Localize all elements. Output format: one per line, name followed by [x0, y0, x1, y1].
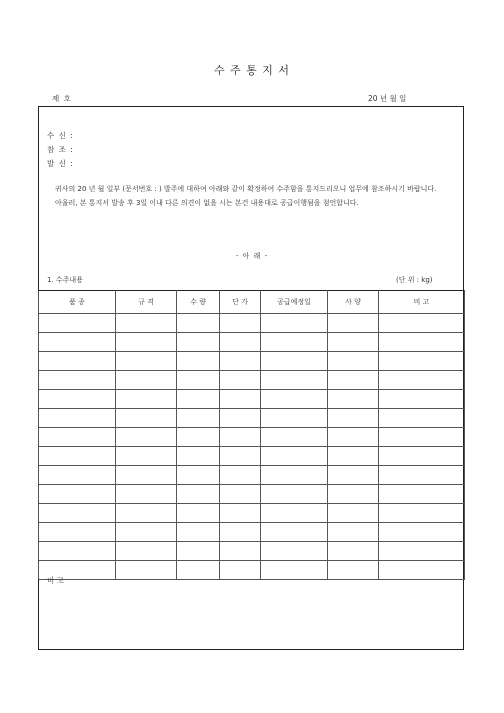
- table-cell[interactable]: [39, 466, 116, 485]
- table-cell[interactable]: [261, 466, 328, 485]
- recipient-label: 수 신 :: [47, 131, 74, 140]
- table-cell[interactable]: [39, 390, 116, 409]
- table-cell[interactable]: [220, 523, 261, 542]
- header-remarks: 비 고: [379, 291, 465, 314]
- table-cell[interactable]: [379, 352, 465, 371]
- table-cell[interactable]: [328, 542, 379, 561]
- table-row: [39, 314, 465, 333]
- table-cell[interactable]: [220, 447, 261, 466]
- table-cell[interactable]: [379, 428, 465, 447]
- section-title: 1. 수주내용: [47, 276, 83, 284]
- table-cell[interactable]: [39, 352, 116, 371]
- table-cell[interactable]: [116, 485, 177, 504]
- table-cell[interactable]: [261, 333, 328, 352]
- table-cell[interactable]: [328, 561, 379, 580]
- table-cell[interactable]: [39, 504, 116, 523]
- body-text: [47, 182, 457, 210]
- table-cell[interactable]: [261, 390, 328, 409]
- table-cell[interactable]: [261, 485, 328, 504]
- table-row: [39, 542, 465, 561]
- table-row: [39, 428, 465, 447]
- table-cell[interactable]: [177, 352, 220, 371]
- table-cell[interactable]: [328, 447, 379, 466]
- table-cell[interactable]: [379, 314, 465, 333]
- order-table: [38, 290, 465, 580]
- table-cell[interactable]: [261, 504, 328, 523]
- table-cell[interactable]: [379, 504, 465, 523]
- table-cell[interactable]: [177, 333, 220, 352]
- table-cell[interactable]: [220, 314, 261, 333]
- table-cell[interactable]: [116, 428, 177, 447]
- body-paragraph-2: 아울러, 본 통지서 발송 후 3일 이내 다른 의견이 없을 시는 본건 내용대로 공급이행됨을 첨언합니다.: [55, 199, 359, 207]
- table-cell[interactable]: [261, 428, 328, 447]
- table-cell[interactable]: [116, 447, 177, 466]
- header-unit-price: 단 가: [220, 291, 261, 314]
- table-cell[interactable]: [116, 523, 177, 542]
- table-cell[interactable]: [116, 371, 177, 390]
- table-cell[interactable]: [39, 542, 116, 561]
- table-cell[interactable]: [177, 523, 220, 542]
- table-cell[interactable]: [379, 409, 465, 428]
- table-cell[interactable]: [220, 561, 261, 580]
- table-cell[interactable]: [379, 333, 465, 352]
- table-cell[interactable]: [177, 428, 220, 447]
- table-cell[interactable]: [116, 314, 177, 333]
- table-row: [39, 333, 465, 352]
- table-cell[interactable]: [220, 504, 261, 523]
- table-row: [39, 390, 465, 409]
- table-cell[interactable]: [116, 409, 177, 428]
- header-supply-date: 공급예정일: [261, 291, 328, 314]
- table-cell[interactable]: [379, 523, 465, 542]
- table-cell[interactable]: [220, 409, 261, 428]
- table-cell[interactable]: [220, 428, 261, 447]
- table-row: [39, 352, 465, 371]
- table-cell[interactable]: [328, 371, 379, 390]
- table-cell[interactable]: [261, 314, 328, 333]
- table-cell[interactable]: [379, 371, 465, 390]
- table-cell[interactable]: [220, 352, 261, 371]
- table-cell[interactable]: [220, 371, 261, 390]
- unit-label: (단 위 : kg): [396, 276, 433, 284]
- table-cell[interactable]: [379, 561, 465, 580]
- table-cell[interactable]: [39, 371, 116, 390]
- table-row: [39, 504, 465, 523]
- document-date: 20 년 월 일: [368, 94, 407, 103]
- table-cell[interactable]: [261, 409, 328, 428]
- table-header-row: [39, 291, 465, 314]
- header-quantity: 수 량: [177, 291, 220, 314]
- table-cell[interactable]: [177, 504, 220, 523]
- sender-label: 발 신 :: [47, 159, 74, 168]
- table-cell[interactable]: [328, 390, 379, 409]
- table-cell[interactable]: [39, 314, 116, 333]
- table-cell[interactable]: [220, 333, 261, 352]
- table-cell[interactable]: [328, 485, 379, 504]
- table-cell[interactable]: [261, 447, 328, 466]
- table-cell[interactable]: [261, 542, 328, 561]
- table-row: [39, 485, 465, 504]
- table-cell[interactable]: [261, 371, 328, 390]
- table-cell[interactable]: [328, 523, 379, 542]
- header-specification: 사 양: [328, 291, 379, 314]
- table-row: [39, 447, 465, 466]
- table-cell[interactable]: [261, 523, 328, 542]
- table-cell[interactable]: [261, 352, 328, 371]
- table-cell[interactable]: [328, 428, 379, 447]
- table-row: [39, 409, 465, 428]
- table-cell[interactable]: [379, 485, 465, 504]
- table-cell[interactable]: [116, 352, 177, 371]
- reference-label: 참 조 :: [47, 145, 74, 154]
- body-paragraph-1: 귀사의 20 년 월 일부 (문서번호 : ) 발주에 대하여 아래와 같이 확정하여 수주함을 통지드리오니 업무에 참조하시기 바랍니다.: [55, 185, 437, 193]
- table-cell[interactable]: [328, 409, 379, 428]
- header-product: 품 종: [39, 291, 116, 314]
- table-cell[interactable]: [39, 485, 116, 504]
- table-body: [39, 314, 465, 580]
- document-title: 수 주 통 지 서: [213, 64, 291, 77]
- table-cell[interactable]: [220, 542, 261, 561]
- table-cell[interactable]: [116, 542, 177, 561]
- table-cell[interactable]: [328, 333, 379, 352]
- table-cell[interactable]: [220, 390, 261, 409]
- header-spec: 규 격: [116, 291, 177, 314]
- table-row: [39, 466, 465, 485]
- table-cell[interactable]: [177, 466, 220, 485]
- table-cell[interactable]: [177, 561, 220, 580]
- table-cell[interactable]: [177, 485, 220, 504]
- remarks-label: 비 고: [47, 576, 64, 585]
- table-cell[interactable]: [177, 314, 220, 333]
- table-cell[interactable]: [328, 504, 379, 523]
- table-cell[interactable]: [379, 447, 465, 466]
- table-cell[interactable]: [39, 409, 116, 428]
- table-cell[interactable]: [220, 466, 261, 485]
- table-cell[interactable]: [39, 447, 116, 466]
- document-number: 제 호: [52, 94, 72, 103]
- table-cell[interactable]: [39, 523, 116, 542]
- table-cell[interactable]: [116, 561, 177, 580]
- table-cell[interactable]: [116, 466, 177, 485]
- table-cell[interactable]: [177, 371, 220, 390]
- table-cell[interactable]: [39, 333, 116, 352]
- table-cell[interactable]: [328, 466, 379, 485]
- table-cell[interactable]: [328, 352, 379, 371]
- table-row: [39, 371, 465, 390]
- table-cell[interactable]: [116, 504, 177, 523]
- table-row: [39, 561, 465, 580]
- table-row: [39, 523, 465, 542]
- table-cell[interactable]: [379, 542, 465, 561]
- table-cell[interactable]: [116, 333, 177, 352]
- table-cell[interactable]: [328, 314, 379, 333]
- table-cell[interactable]: [39, 428, 116, 447]
- table-cell[interactable]: [379, 466, 465, 485]
- table-cell[interactable]: [379, 390, 465, 409]
- table-cell[interactable]: [220, 485, 261, 504]
- table-cell[interactable]: [177, 390, 220, 409]
- are-heading: - 아 래 -: [235, 252, 269, 260]
- table-cell[interactable]: [177, 542, 220, 561]
- table-cell[interactable]: [177, 409, 220, 428]
- table-cell[interactable]: [116, 390, 177, 409]
- table-cell[interactable]: [261, 561, 328, 580]
- table-cell[interactable]: [177, 447, 220, 466]
